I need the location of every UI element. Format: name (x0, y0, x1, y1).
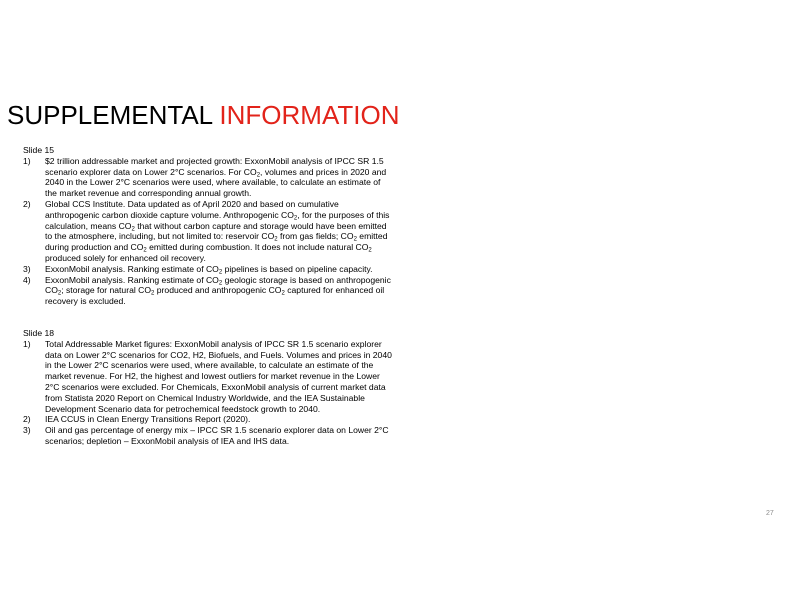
note-text: produced and anthropogenic CO (154, 285, 282, 296)
note-text: that without carbon capture and storage would have been emitted to the atmosphere, including, but not limited to: reservoir CO (45, 220, 387, 242)
note-text: captured for enhanced oil recovery is excluded. (45, 285, 385, 307)
notes-container (23, 145, 393, 447)
note-text: Total Addressable Market figures: ExxonMobil analysis of IPCC SR 1.5 scenario explorer data on Lower 2°C scenarios for CO2, H2, Biofuels, and Fuels. Volumes and prices in 2040 in the Lower 2°C scenarios were used, where available, to calculate an estimate of the market revenue. For H2, the highest and lowest outliers for market revenue in the Lower 2°C scenarios were excluded. For Chemicals, ExxonMobil analysis of current market data from Statista 2020 Report on Chemical Industry Worldwide, and the IEA Sustainable Development Scenario data for petrochemical feedstock growth to 2040. (45, 338, 392, 414)
note-number: 3) (23, 263, 31, 274)
note-text: ExxonMobil analysis. Ranking estimate of CO (45, 263, 219, 274)
subscript: 2 (293, 215, 298, 222)
note-text: emitted during combustion. It does not include natural CO (146, 242, 369, 253)
note-text: , for the purposes of this calculation, means CO (45, 209, 390, 231)
subscript: 2 (256, 172, 261, 179)
note-number: 1) (23, 155, 31, 166)
title-main: SUPPLEMENTAL (7, 100, 213, 130)
note-number: 1) (23, 338, 31, 349)
note-text: IEA CCUS in Clean Energy Transitions Report (2020). (45, 414, 251, 425)
slide-18-note-2 (23, 414, 393, 425)
note-text: from gas fields; CO (277, 231, 354, 242)
slide-15-note-1 (23, 156, 393, 199)
note-text: emitted during production and CO (45, 231, 388, 253)
subscript: 2 (368, 247, 372, 254)
slide-15-note-4 (23, 275, 393, 307)
slide-18-label: Slide 18 (23, 327, 55, 338)
note-number: 2) (23, 198, 31, 209)
note-text: geologic storage is based on anthropogenic CO (45, 274, 391, 296)
note-number: 4) (23, 274, 31, 285)
note-text: , volumes and prices in 2020 and 2040 in the Lower 2°C scenarios were used, where available, to calculate an estimate of the market revenue and corresponding annual growth. (45, 166, 387, 199)
note-text: ExxonMobil analysis. Ranking estimate of CO (45, 274, 219, 285)
note-number: 2) (23, 414, 31, 425)
subscript: 2 (143, 247, 147, 254)
note-number: 3) (23, 425, 31, 436)
subscript: 2 (353, 236, 357, 243)
slide-15-note-2 (23, 199, 393, 264)
note-text: pipelines is based on pipeline capacity. (222, 263, 373, 274)
slide-15-label: Slide 15 (23, 145, 55, 155)
note-text: Global CCS Institute. Data updated as of April 2020 and based on cumulative anthropogenic carbon dioxide capture volume. Anthropogenic CO (45, 198, 339, 220)
subscript: 2 (281, 290, 285, 297)
subscript: 2 (274, 236, 278, 243)
note-text: Oil and gas percentage of energy mix – IPCC SR 1.5 scenario explorer data on Lower 2°C scenarios; depletion – ExxonMobil analysis of IEA and IHS data. (45, 425, 389, 446)
subscript: 2 (151, 290, 155, 297)
title-accent: INFORMATION (219, 100, 400, 130)
page-title (7, 99, 399, 131)
section-spacer (23, 307, 393, 328)
subscript: 2 (57, 290, 62, 297)
slide-18-note-1 (23, 339, 393, 415)
subscript: 2 (218, 269, 223, 276)
note-text: produced solely for enhanced oil recovery. (45, 252, 206, 263)
slide-15-note-3 (23, 264, 393, 275)
slide-18-note-3 (23, 425, 393, 447)
note-text: ; storage for natural CO (61, 285, 152, 296)
page-number: 27 (766, 510, 774, 517)
subscript: 2 (131, 226, 135, 233)
subscript: 2 (218, 280, 223, 287)
note-text: $2 trillion addressable market and projected growth: ExxonMobil analysis of IPCC SR 1.5 scenario explorer data on Lower 2°C scenarios. For CO (45, 155, 384, 177)
